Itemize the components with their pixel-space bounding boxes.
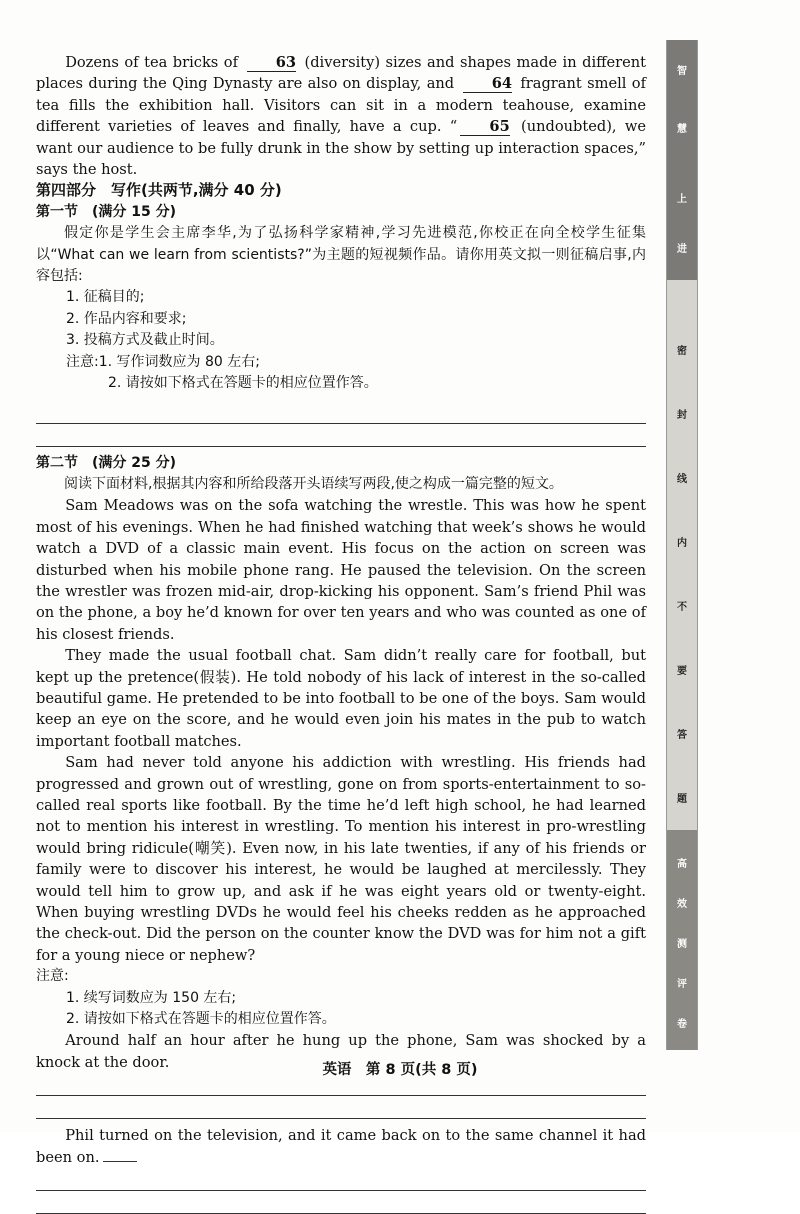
strip-char: 线 (677, 474, 687, 485)
strip-char: 不 (677, 602, 687, 613)
passage-text: (diversity) sizes and shapes made in different places during the Qing Dynasty are also on display, and (36, 54, 647, 93)
blank-63[interactable]: 63 (247, 54, 297, 72)
strip-char: 评 (677, 979, 687, 990)
section1-title: 第一节 (满分 15 分) (36, 203, 177, 220)
passage-text: (undoubted), we want our audience to be fully drunk in the show by setting up interaction spaces,” says the host. (36, 118, 646, 179)
section1-note: 注意:1. 写作词数应为 80 左右; (66, 353, 260, 370)
story-paragraph: They made the usual football chat. Sam didn’t really care for football, but kept up the pretence(假装). He told nobody of his lack of interest in the so-called beautiful game. He pretended to be into football to be one of the boys. Sam would keep an eye on the score, and he would even join his mates in the pub to watch important football matches. (36, 647, 646, 750)
story-paragraph: Sam had never told anyone his addiction with wrestling. His friends had progressed and grown out of wrestling, gone on from sports-entertainment to so-called real sports like football. By the time he’d left high school, he had learned not to mention his interest in wrestling. To mention his interest in pro-wrestling would bring ridicule(嘲笑). Even now, in his late twenties, if any of his friends or family were to discover his interest, he would be laughed at mercilessly. They would tell him to grow up, and ask if he was eight years old or twenty-eight. When buying wrestling DVDs he would feel his cheeks redden as he approached the check-out. Did the person on the counter know the DVD was for him not a gift for a young niece or nephew? (36, 754, 646, 964)
section2-instruction: 阅读下面材料,根据其内容和所给段落开头语续写两段,使之构成一篇完整的短文。 (64, 475, 563, 492)
strip-char: 慧 (677, 124, 687, 135)
page-content (36, 52, 646, 1214)
section1-item: 3. 投稿方式及截止时间。 (66, 332, 224, 349)
strip-char: 答 (677, 730, 687, 741)
passage-text: Dozens of tea bricks of (65, 54, 238, 71)
strip-char: 密 (677, 346, 687, 357)
passage-text: fragrant smell of tea fills the exhibition hall. Visitors can sit in a modern teahouse, examine different varieties of leaves and finally, have a cup. “ (36, 75, 646, 136)
strip-char: 题 (677, 794, 687, 805)
section2-note-title: 注意: (36, 968, 69, 985)
reading-passage-end (36, 52, 646, 180)
blank-64[interactable]: 64 (463, 75, 513, 93)
section2-note: 1. 续写词数应为 150 左右; (66, 989, 237, 1006)
section1-note: 2. 请按如下格式在答题卡的相应位置作答。 (108, 375, 378, 392)
strip-char: 卷 (677, 1019, 687, 1030)
section1-item: 1. 征稿目的; (66, 289, 145, 306)
answer-line[interactable] (36, 424, 646, 447)
strip-char: 智 (677, 66, 687, 77)
answer-line[interactable] (36, 401, 646, 424)
binding-margin-strip (666, 40, 698, 1050)
continuation-opening-1: Around half an hour after he hung up the phone, Sam was shocked by a knock at the door. (36, 1032, 646, 1071)
strip-char: 内 (677, 538, 687, 549)
strip-char: 效 (677, 899, 687, 910)
answer-inline-blank[interactable] (103, 1147, 137, 1162)
part4-title: 第四部分 写作(共两节,满分 40 分) (36, 181, 282, 200)
strip-char: 测 (677, 939, 687, 950)
section1-item: 2. 作品内容和要求; (66, 310, 187, 327)
strip-char: 要 (677, 666, 687, 677)
strip-char: 进 (677, 244, 687, 255)
blank-65[interactable]: 65 (460, 118, 510, 136)
page-footer: 英语 第 8 页(共 8 页) (322, 1062, 478, 1078)
section1-prompt: 假定你是学生会主席李华,为了弘扬科学家精神,学习先进模范,你校正在向全校学生征集以“What can we learn from scientists?”为主题的短视频作品。请你用英文拟一则征稿启事,内容包括: (36, 225, 646, 285)
strip-char: 封 (677, 410, 687, 421)
answer-line[interactable] (36, 1168, 646, 1191)
section2-note: 2. 请按如下格式在答题卡的相应位置作答。 (66, 1011, 336, 1028)
strip-char: 上 (677, 194, 687, 205)
story-paragraph: Sam Meadows was on the sofa watching the wrestle. This was how he spent most of his evenings. When he had finished watching that week’s shows he would watch a DVD of a classic main event. His focus on the action on screen was disturbed when his mobile phone rang. He paused the television. On the screen the wrestler was frozen mid-air, drop-kicking his opponent. Sam’s friend Phil was on the phone, a boy he’d known for over ten years and who was counted as one of his closest friends. (36, 497, 646, 643)
answer-line[interactable] (36, 1096, 646, 1119)
answer-line[interactable] (36, 1191, 646, 1214)
section2-title: 第二节 (满分 25 分) (36, 454, 177, 471)
strip-char: 高 (677, 859, 687, 870)
continuation-opening-2-text: Phil turned on the television, and it came back on to the same channel it had been on. (36, 1127, 646, 1166)
